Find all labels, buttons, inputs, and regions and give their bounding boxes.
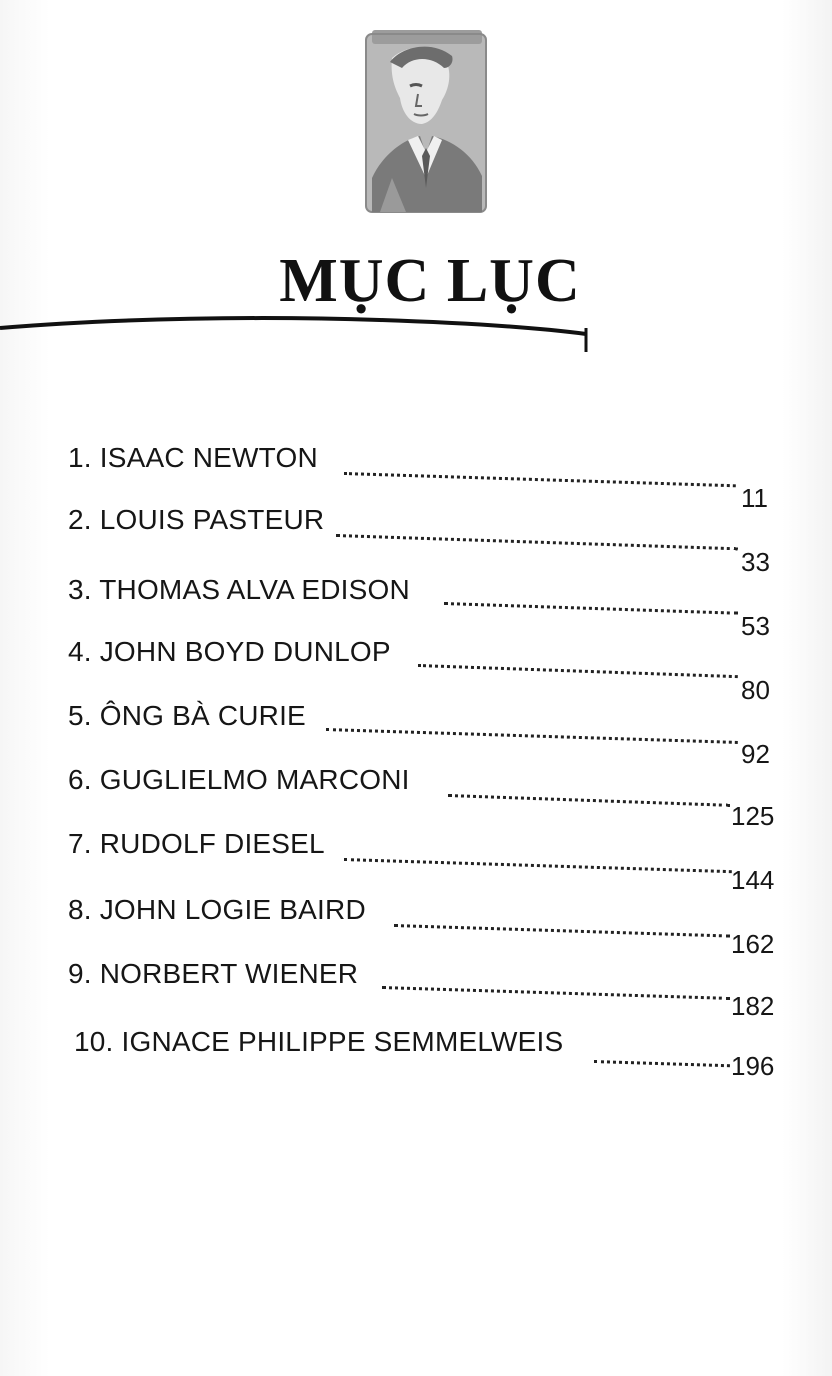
toc-page-number: 182: [731, 991, 775, 1021]
dot-leader: [336, 534, 738, 550]
toc-entry-title: 5. ÔNG BÀ CURIE: [68, 700, 306, 731]
page-title: MỤC LỤC: [279, 247, 581, 315]
toc-entry-title: 4. JOHN BOYD DUNLOP: [68, 636, 391, 667]
dot-leader: [594, 1060, 730, 1067]
toc-page-number: 144: [731, 865, 775, 895]
dot-leader: [382, 986, 730, 1000]
toc-entry-title: 6. GUGLIELMO MARCONI: [68, 764, 410, 795]
dot-leader: [326, 728, 738, 744]
toc-entry-title: 1. ISAAC NEWTON: [68, 442, 318, 473]
dot-leader: [418, 664, 738, 678]
toc-entry-title: 2. LOUIS PASTEUR: [68, 504, 325, 535]
dot-leader: [444, 602, 738, 615]
toc-entry-title: 7. RUDOLF DIESEL: [68, 828, 325, 859]
toc-page-number: 92: [741, 739, 770, 769]
toc-page-number: 80: [741, 675, 770, 705]
toc-page-number: 33: [741, 547, 770, 577]
toc-page-number: 11: [741, 483, 768, 513]
toc-page-number: 196: [731, 1051, 775, 1081]
toc-page-number: 53: [741, 611, 770, 641]
dot-leader: [448, 794, 730, 807]
dot-leader: [394, 924, 730, 938]
toc-entry-title: 3. THOMAS ALVA EDISON: [68, 574, 410, 605]
dot-leader: [344, 858, 732, 873]
toc-page-number: 125: [731, 801, 775, 831]
toc-entry-title: 9. NORBERT WIENER: [68, 958, 359, 989]
toc-page-number: 162: [731, 929, 775, 959]
toc-entry-title: 8. JOHN LOGIE BAIRD: [68, 894, 366, 925]
toc-entry-title: 10. IGNACE PHILIPPE SEMMELWEIS: [74, 1026, 564, 1057]
dot-leader: [344, 472, 736, 487]
